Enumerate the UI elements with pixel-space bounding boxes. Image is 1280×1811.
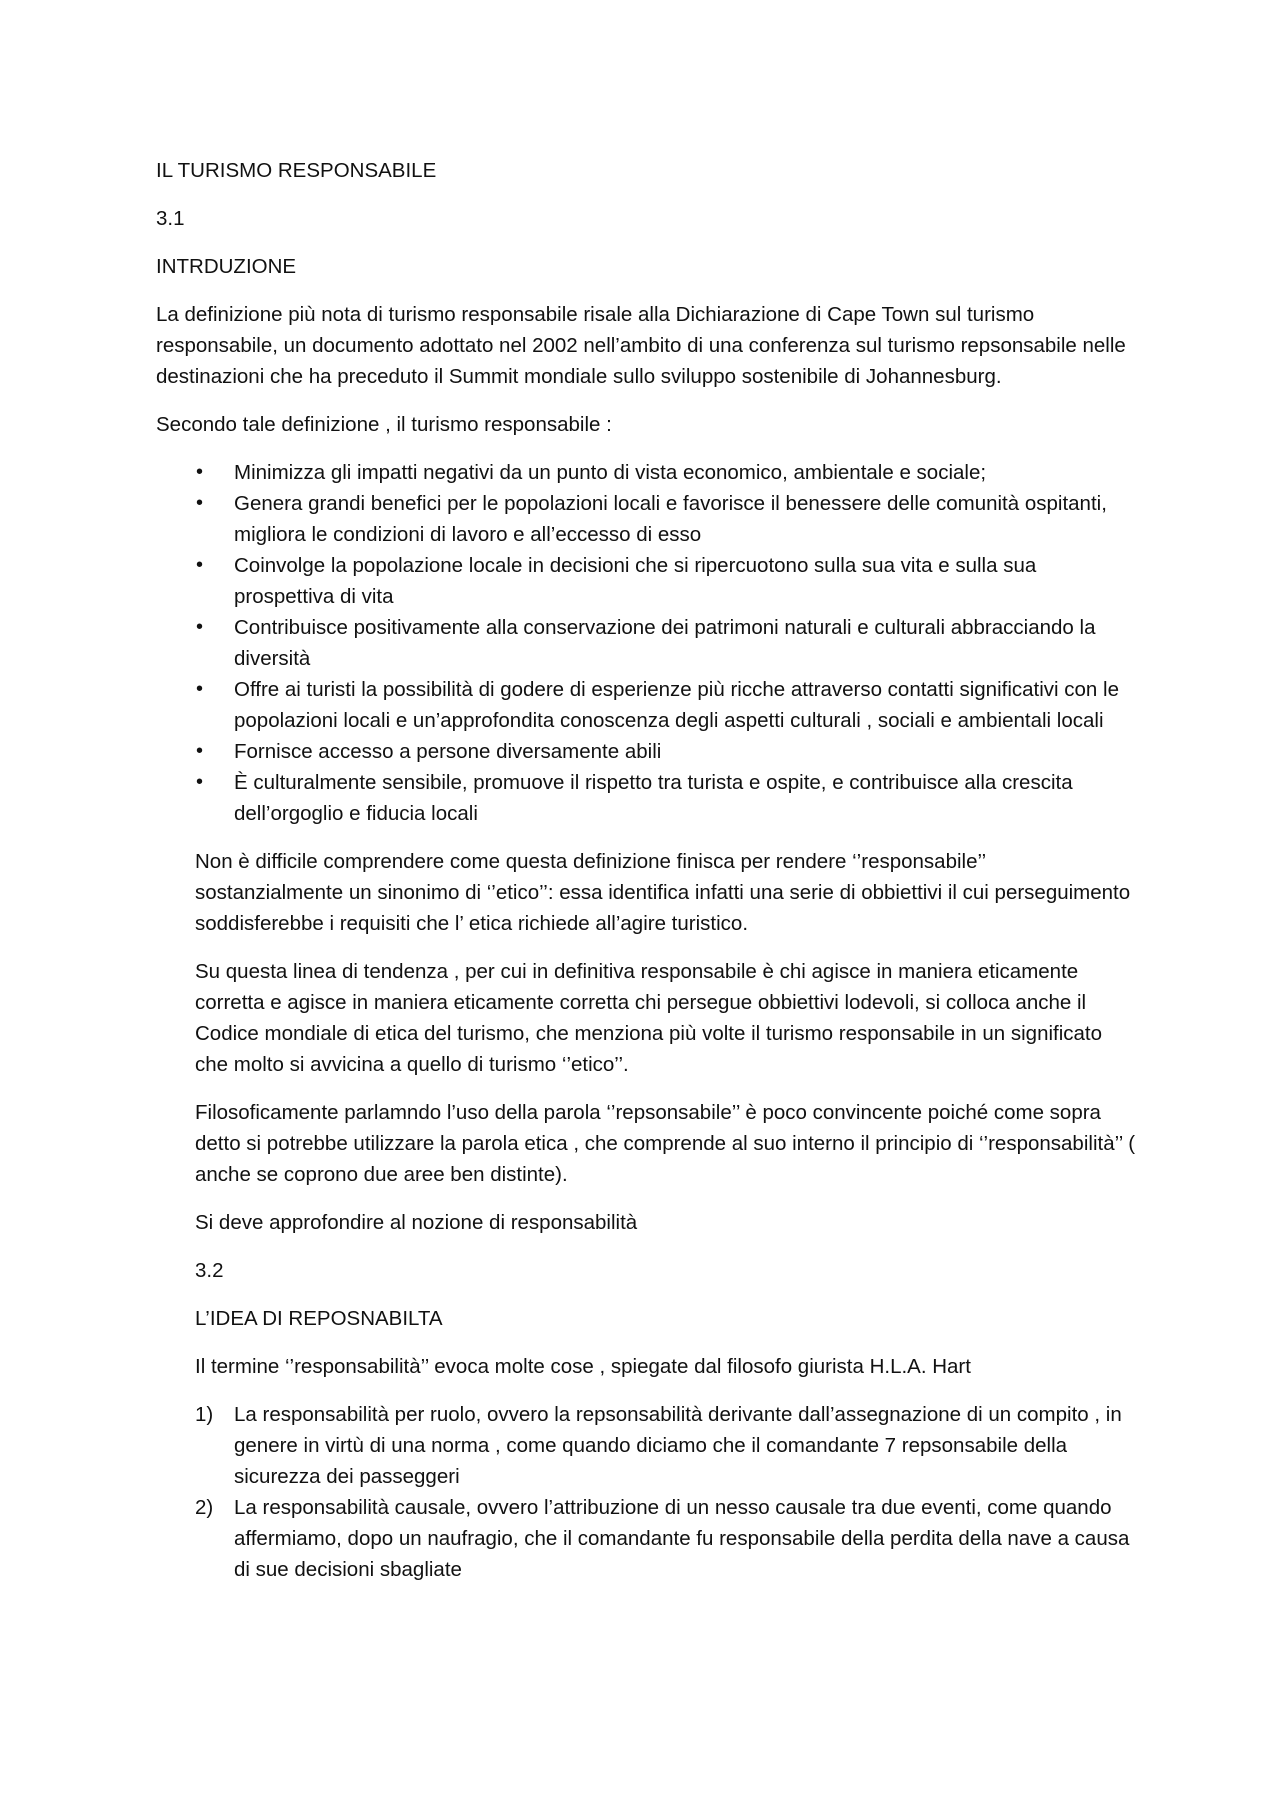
item-text: La responsabilità causale, ovvero l’attribuzione di un nesso causale tra due eventi, come quando affermiamo, dopo un naufragio, che il comandante fu responsabile della perdita della nave a causa di sue decisioni sbagliate xyxy=(234,1496,1130,1581)
bullet-text: Fornisce accesso a persone diversamente abili xyxy=(234,740,662,763)
bullet-text: È culturalmente sensibile, promuove il rispetto tra turista e ospite, e contribuisce alla crescita dell’orgoglio e fiducia locali xyxy=(234,771,1073,825)
ethics-paragraph: Non è difficile comprendere come questa definizione finisca per rendere ‘’responsabile’’ sostanzialmente un sinonimo di ‘’etico’’: essa identifica infatti una serie di obbiettivi il cui perseguimento soddisferebbe i requisiti che l’ etica richiede all’agire turistico. xyxy=(195,850,1131,935)
bullet-text: Contribuisce positivamente alla conservazione dei patrimoni naturali e culturali abbracciando la diversità xyxy=(234,616,1096,670)
bullet-item xyxy=(156,550,1136,612)
code-paragraph: Su questa linea di tendenza , per cui in definitiva responsabile è chi agisce in maniera eticamente corretta e agisce in maniera eticamente corretta chi persegue obbiettivi lodevoli, si colloca anche il Codice mondiale di etica del turismo, che menziona più volte il turismo responsabile in un significato che molto si avvicina a quello di turismo ‘’etico’’. xyxy=(195,960,1103,1076)
numbered-item xyxy=(156,1492,1136,1585)
bullet-item xyxy=(156,736,1136,767)
responsibility-numbered-list xyxy=(156,1399,1136,1585)
item-number: 2) xyxy=(195,1496,214,1519)
bullet-item xyxy=(156,457,1136,488)
definition-bullet-list xyxy=(156,457,1136,829)
bullet-text: Genera grandi benefici per le popolazioni locali e favorisce il benessere delle comunità ospitanti, migliora le condizioni di lavoro e all’eccesso di esso xyxy=(234,492,1107,546)
bullet-text: Minimizza gli impatti negativi da un punto di vista economico, ambientale e sociale; xyxy=(234,461,987,484)
section-number-3-1: 3.1 xyxy=(156,207,185,230)
bullet-text: Coinvolge la popolazione locale in decisioni che si ripercuotono sulla sua vita e sulla sua prospettiva di vita xyxy=(234,554,1037,608)
item-text: La responsabilità per ruolo, ovvero la repsonsabilità derivante dall’assegnazione di un compito , in genere in virtù di una norma , come quando diciamo che il comandante 7 repsonsabile della sicurezza dei passeggeri xyxy=(234,1403,1122,1488)
philosophy-paragraph: Filosoficamente parlamndo l’uso della parola ‘’repsonsabile’’ è poco convincente poiché come sopra detto si potrebbe utilizzare la parola etica , che comprende al suo interno il principio di ‘’responsabilità’’ ( anche se coprono due aree ben distinte). xyxy=(195,1101,1136,1186)
bullet-item xyxy=(156,767,1136,829)
section-number-3-2: 3.2 xyxy=(195,1259,224,1282)
definition-lead: Secondo tale definizione , il turismo responsabile : xyxy=(156,413,612,436)
bullet-icon: • xyxy=(196,678,204,700)
document-body xyxy=(156,155,1136,1585)
bullet-icon: • xyxy=(196,461,204,483)
numbered-item xyxy=(156,1399,1136,1492)
bullet-item xyxy=(156,674,1136,736)
deepen-paragraph: Si deve approfondire al nozione di responsabilità xyxy=(195,1211,638,1234)
hart-lead-paragraph: Il termine ‘’responsabilità’’ evoca molte cose , spiegate dal filosofo giurista H.L.A. Hart xyxy=(195,1355,971,1378)
bullet-item xyxy=(156,612,1136,674)
bullet-icon: • xyxy=(196,771,204,793)
bullet-icon: • xyxy=(196,554,204,576)
bullet-icon: • xyxy=(196,492,204,514)
intro-paragraph: La definizione più nota di turismo responsabile risale alla Dichiarazione di Cape Town sul turismo responsabile, un documento adottato nel 2002 nell’ambito di una conferenza sul turismo repsonsabile nelle destinazioni che ha preceduto il Summit mondiale sullo sviluppo sostenibile di Johannesburg. xyxy=(156,303,1126,388)
section-title-introduction: INTRDUZIONE xyxy=(156,255,297,278)
bullet-icon: • xyxy=(196,616,204,638)
bullet-text: Offre ai turisti la possibilità di godere di esperienze più ricche attraverso contatti significativi con le popolazioni locali e un’approfondita conoscenza degli aspetti culturali , sociali e ambientali locali xyxy=(234,678,1119,732)
bullet-icon: • xyxy=(196,740,204,762)
bullet-item xyxy=(156,488,1136,550)
document-title: IL TURISMO RESPONSABILE xyxy=(156,159,437,182)
section-title-responsibility: L’IDEA DI REPOSNABILTA xyxy=(195,1307,443,1330)
item-number: 1) xyxy=(195,1403,214,1426)
